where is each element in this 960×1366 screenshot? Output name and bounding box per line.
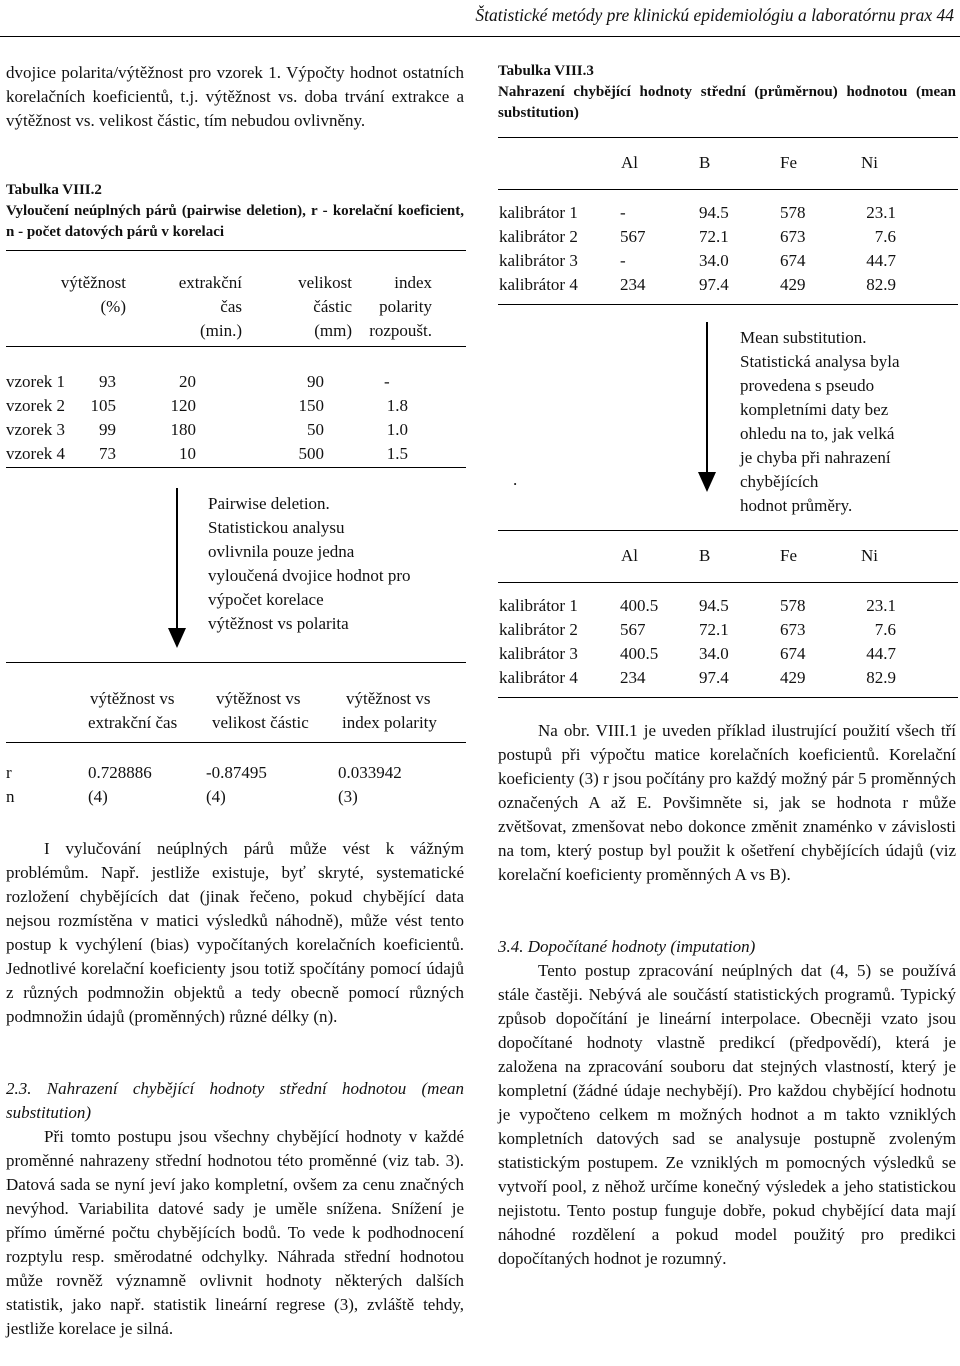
table3-cell: 674 [780, 251, 806, 270]
table3b-top-rule [498, 530, 958, 531]
table3a-header-rule [498, 189, 958, 190]
table3b-header-rule [498, 582, 958, 583]
note-line: výpočet korelace [208, 590, 324, 609]
table3-row-label: kalibrátor 2 [499, 227, 578, 246]
table3-row-label: kalibrátor 4 [499, 668, 578, 687]
table3-label: Tabulka VIII.3 [498, 63, 594, 79]
corr-header-rule [6, 742, 466, 743]
table2-header-cell: extrakční [178, 273, 242, 292]
note-line: kompletními daty bez [740, 400, 889, 419]
table2-cell: 500 [298, 444, 324, 463]
table3-cell: 34.0 [699, 251, 729, 270]
corr-header-cell: výtěžnost vs [90, 689, 175, 708]
table2-row-label: vzorek 2 [6, 396, 66, 415]
table3-cell: 44.7 [866, 644, 896, 663]
table3-cell: 82.9 [866, 668, 896, 687]
corr-header-cell: extrakční čas [88, 713, 178, 732]
table3a-bottom-rule [498, 304, 958, 305]
table3-cell: 674 [780, 644, 806, 663]
note-line: je chyba při nahrazení [740, 448, 891, 467]
table3-header-cell: Al [621, 546, 638, 565]
pairwise-note [208, 492, 466, 636]
table2-header-cell: (mm) [314, 321, 352, 340]
table3-cell: 82.9 [866, 275, 896, 294]
table3-row-label: kalibrátor 1 [499, 203, 578, 222]
left-paragraph-1: I vylučování neúplných párů může vést k vážným problémům. Např. jestliže existuje, byť skryté, systematické rozložení chybějících dat (jinak řečeno, pokud chybějící data nejsou rozmístěna v matici výsledků náhodně), může vést tento postup k vychýlení (bias) vypočítaných korelačních koeficientů. Jednotlivé korelační koeficienty jsou totiž spočítány pomocí údajů z různých podmnožin objektů a tedy obecně pomocí různých podmnožin údajů (proměnných) různé délky (n). [6, 839, 464, 1026]
table3b-bottom-rule [498, 697, 958, 698]
table3-cell: 7.6 [874, 227, 896, 246]
table3-cell: 578 [780, 203, 806, 222]
table3-header-cell: Ni [861, 546, 878, 565]
table2-header-rule [6, 346, 466, 347]
right-section-block [498, 935, 956, 1271]
table2-cell: 10 [179, 444, 196, 463]
table3-cell: 72.1 [699, 227, 729, 246]
table3-cell: - [620, 251, 626, 270]
table2-header-cell: částic [313, 297, 352, 316]
table2-cell: 20 [179, 372, 196, 391]
down-arrow-shaft [176, 488, 178, 628]
table3-cell: 23.1 [866, 203, 896, 222]
table3-cell: 94.5 [699, 203, 729, 222]
table3-cell: 23.1 [866, 596, 896, 615]
table3-cell: 72.1 [699, 620, 729, 639]
down-arrow-icon-right [698, 472, 716, 492]
down-arrow-shaft-right [706, 322, 708, 472]
left-intro-block [6, 61, 464, 133]
table2-caption-block [6, 180, 464, 243]
note-line: ohledu na to, jak velká [740, 424, 895, 443]
note-line: ovlivnila pouze jedna [208, 542, 355, 561]
corr-header-cell: výtěžnost vs [346, 689, 431, 708]
note-line: hodnot průměry. [740, 496, 853, 515]
section-heading-2-3: 2.3. Nahrazení chybějící hodnoty střední hodnotou (mean substitution) [6, 1079, 464, 1122]
table2-top-rule [6, 250, 466, 251]
table3-header-cell: B [699, 546, 711, 565]
table3-cell: 578 [780, 596, 806, 615]
section-heading-3-4: 3.4. Dopočítané hodnoty (imputation) [498, 937, 756, 956]
corr-top-rule [6, 662, 466, 663]
note-line: vyloučená dvojice hodnot pro [208, 566, 411, 585]
table2-header-cell: polarity [379, 297, 432, 316]
table3-cell: 7.6 [874, 620, 896, 639]
table2-cell: 73 [99, 444, 116, 463]
corr-header-cell: index polarity [342, 713, 437, 732]
table3-cell: - [620, 203, 626, 222]
table3-header-cell: Fe [780, 546, 797, 565]
table2-header-cell: (%) [100, 297, 126, 316]
table2-row-label: vzorek 4 [6, 444, 66, 463]
table3-row-label: kalibrátor 1 [499, 596, 578, 615]
left-para1-block [6, 837, 464, 1029]
note-line: Pairwise deletion. [208, 494, 330, 513]
mean-substitution-note [740, 326, 958, 518]
table3-caption: Nahrazení chybějící hodnoty střední (průměrnou) hodnotou (mean substitution) [498, 84, 956, 121]
corr-cell: (4) [88, 787, 108, 806]
corr-cell: 0.728886 [88, 763, 152, 782]
table3-row-label: kalibrátor 4 [499, 275, 578, 294]
table2-cell: 105 [90, 396, 116, 415]
header-rule [0, 36, 960, 37]
note-line: Mean substitution. [740, 328, 867, 347]
corr-cell: (4) [206, 787, 226, 806]
right-para1-block [498, 719, 956, 887]
table3-cell: 97.4 [699, 275, 729, 294]
table3-cell: 94.5 [699, 596, 729, 615]
table3-row-label: kalibrátor 3 [499, 251, 578, 270]
table2-header-cell: rozpoušt. [369, 321, 432, 340]
left-section-block [6, 1077, 464, 1341]
table2-cell: 120 [170, 396, 196, 415]
table2-cell: 150 [298, 396, 324, 415]
table3-cell: 34.0 [699, 644, 729, 663]
note-line: provedena s pseudo [740, 376, 875, 395]
table2-cell: 90 [307, 372, 324, 391]
table3-cell: 429 [780, 275, 806, 294]
table2-caption: Vyloučení neúplných párů (pairwise deletion), r - korelační koeficient, n - počet datových párů v korelaci [6, 203, 464, 240]
table3-cell: 673 [780, 620, 806, 639]
table3-header-cell: Ni [861, 153, 878, 172]
table2-cell: - [384, 372, 390, 391]
table3-caption-block [498, 61, 956, 124]
table2-row-label: vzorek 3 [6, 420, 66, 439]
stray-dot: . [513, 470, 518, 489]
table3-cell: 400.5 [620, 644, 659, 663]
right-paragraph-2: Tento postup zpracování neúplných dat (4, 5) se používá stále častěji. Nebývá ale součástí statistických programů. Typický způsob dopočítání je lineární interpolace. Obecněji vzato jsou dopočítané hodnoty vlastně predikcí (předpovědí), která je založena na zpracování souboru dat stejných vlastností, který je kompletní (žádné údaje nechybějí). Pro každou chybějící hodnotu je vypočteno celkem m možných hodnot a m takto vzniklých kompletních datových sad se analysuje postupně zvoleným statistickým postupem. Ze vzniklých m pomocných výsledků se vytvoří pool, z něhož určíme konečný výsledek a jeho statistickou nejistotu. Tento postup funguje dobře, pokud chybějící data mají náhodné rozdělení a pokud model použitý pro predikci dopočítaných hodnot je rozumný. [498, 961, 956, 1268]
corr-cell: 0.033942 [338, 763, 402, 782]
table3-header-cell: B [699, 153, 711, 172]
down-arrow-icon [168, 628, 186, 648]
intro-paragraph: dvojice polarita/výtěžnost pro vzorek 1. Výpočty hodnot ostatních korelačních koeficientů, t.j. výtěžnost vs. doba trvání extrakce a výtěžnost vs. velikost částic, tím nebudou ovlivněny. [6, 63, 464, 130]
table3-cell: 567 [620, 227, 646, 246]
table2-row-label: vzorek 1 [6, 372, 66, 391]
table2-cell: 99 [99, 420, 116, 439]
table2-cell: 50 [307, 420, 324, 439]
table3-cell: 97.4 [699, 668, 729, 687]
corr-header-cell: velikost částic [212, 713, 309, 732]
table2-label: Tabulka VIII.2 [6, 182, 102, 198]
table3-row-label: kalibrátor 2 [499, 620, 578, 639]
table2-cell: 1.5 [386, 444, 408, 463]
table3-cell: 400.5 [620, 596, 659, 615]
table2-header-cell: výtěžnost [60, 273, 126, 292]
table3-row-label: kalibrátor 3 [499, 644, 578, 663]
corr-cell: -0.87495 [206, 763, 267, 782]
corr-row-label: n [6, 787, 15, 806]
table2-cell: 1.0 [386, 420, 408, 439]
table3-cell: 567 [620, 620, 646, 639]
table2-header-cell: (min.) [199, 321, 242, 340]
table3-cell: 234 [620, 275, 646, 294]
table2-cell: 93 [99, 372, 116, 391]
table3-cell: 429 [780, 668, 806, 687]
right-paragraph-1: Na obr. VIII.1 je uveden příklad ilustrující použití všech tří postupů při výpočtu matice korelačních koeficientů. Korelační koeficienty (3) r jsou počítány pro každý možný pár 5 proměnných označených A až E. Povšimněte si, jak se hodnota r může zvětšovat, zmenšovat nebo dokonce změnit znaménko v závislosti na tom, který postup byl použit k ošetření chybějících údajů (viz korelační koeficienty proměnných A vs B). [498, 721, 956, 884]
corr-cell: (3) [338, 787, 358, 806]
note-line: výtěžnost vs polarita [208, 614, 349, 633]
table3a-top-rule [498, 137, 958, 138]
table2-bottom-rule [6, 467, 466, 468]
table3-cell: 44.7 [866, 251, 896, 270]
note-line: Statistickou analysu [208, 518, 345, 537]
table3-header-cell: Fe [780, 153, 797, 172]
table3-header-cell: Al [621, 153, 638, 172]
table2-header-cell: čas [220, 297, 242, 316]
table2-cell: 1.8 [386, 396, 408, 415]
corr-row-label: r [6, 763, 12, 782]
table2-cell: 180 [170, 420, 196, 439]
running-header: Štatistické metódy pre klinickú epidemiológiu a laboratórnu prax 44 [475, 5, 954, 25]
table2-header-cell: index [394, 273, 432, 292]
corr-header-cell: výtěžnost vs [216, 689, 301, 708]
table2-header-cell: velikost [298, 273, 352, 292]
table3-cell: 234 [620, 668, 646, 687]
note-line: Statistická analysa byla [740, 352, 900, 371]
left-paragraph-2: Při tomto postupu jsou všechny chybějící hodnoty v každé proměnné nahrazeny střední hodnotou této proměnné (viz tab. 3). Datová sada se nyní jeví jako kompletní, ovšem za cenu značných nevýhod. Variabilita datové sady je uměle snížena. Snížení je přímo úměrné počtu chybějících bodů. To vede k podhodnocení rozptylu resp. směrodatné odchylky. Náhrada střední hodnotou může rovněž významně ovlivnit hodnoty některých dalších statistik, jako např. statistik lineární regrese (3), zvláště tehdy, jestliže korelace je silná. [6, 1127, 464, 1338]
note-line: chybějících [740, 472, 819, 491]
table3-cell: 673 [780, 227, 806, 246]
